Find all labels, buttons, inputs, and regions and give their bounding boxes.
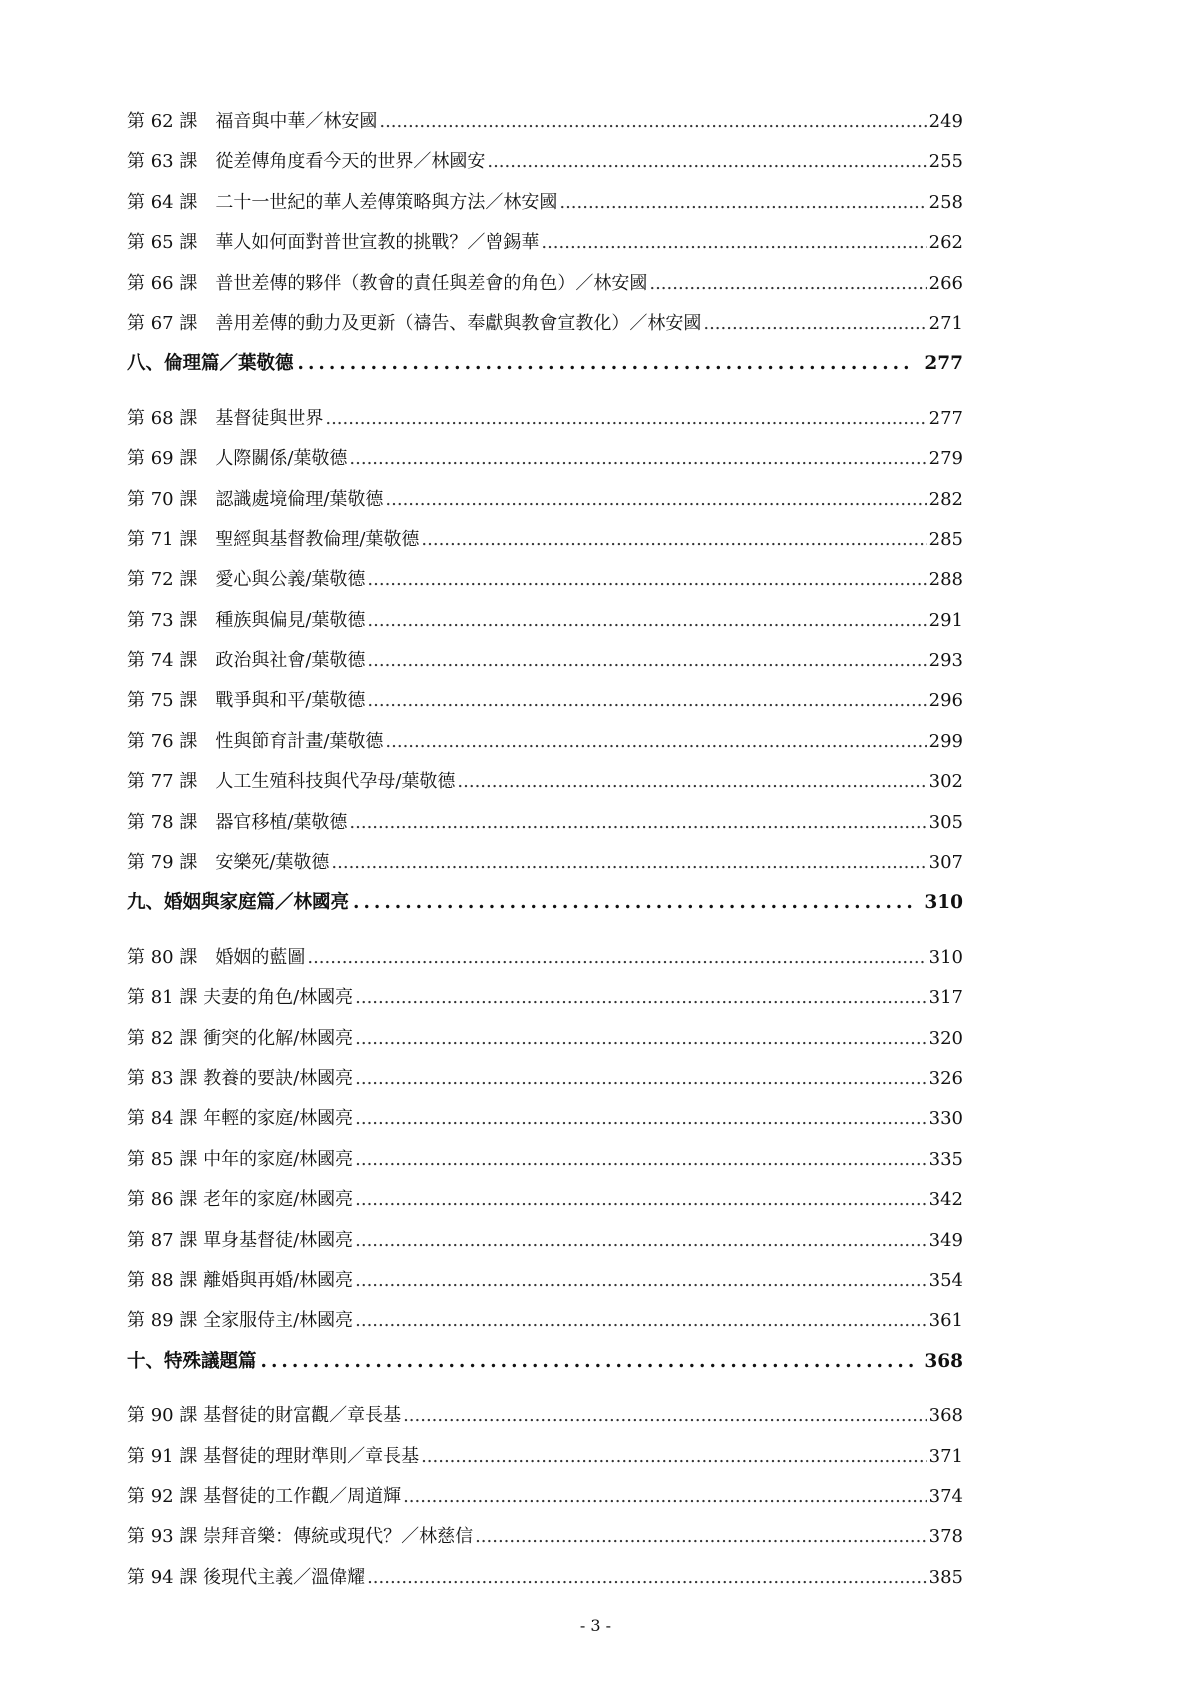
entry-title: 第 76 課 性與節育計畫/葉敬德	[127, 730, 384, 752]
dot-leader	[298, 353, 915, 374]
toc-entry	[127, 147, 963, 187]
toc-entry	[127, 107, 963, 147]
toc-entry	[127, 686, 963, 726]
entry-title: 第 78 課 器官移植/葉敬德	[127, 811, 348, 833]
toc-entry	[127, 646, 963, 686]
entry-title: 第 77 課 人工生殖科技與代孕母/葉敬德	[127, 771, 456, 793]
toc-entry	[127, 1104, 963, 1144]
page-ref: 317	[928, 987, 963, 1009]
section-title: 八、倫理篇／葉敬德	[127, 353, 294, 375]
toc-entry	[127, 404, 963, 444]
entry-title: 第 74 課 政治與社會/葉敬德	[127, 650, 366, 672]
dot-leader	[355, 1149, 927, 1170]
dot-leader	[355, 1028, 927, 1049]
page-ref: 258	[928, 191, 963, 213]
page-ref: 277	[928, 407, 963, 429]
page-ref: 282	[928, 488, 963, 510]
toc-entry	[127, 188, 963, 228]
dot-leader	[355, 1230, 927, 1251]
dot-leader	[325, 408, 926, 429]
dot-leader	[355, 1189, 927, 1210]
dot-leader	[355, 1068, 927, 1089]
entry-title: 第 90 課 基督徒的財富觀／章長基	[127, 1405, 402, 1427]
dot-leader	[367, 1567, 927, 1588]
dot-leader	[367, 569, 926, 590]
dot-leader	[649, 273, 926, 294]
entry-title: 第 92 課 基督徒的工作觀／周道輝	[127, 1485, 402, 1507]
toc-entry	[127, 1563, 963, 1603]
page-ref: 307	[928, 852, 963, 874]
entry-title: 第 67 課 善用差傳的動力及更新（禱告、奉獻與教會宣教化）／林安國	[127, 312, 702, 334]
dot-leader	[403, 1486, 927, 1507]
page-ref: 277	[924, 353, 963, 375]
page-ref: 288	[928, 569, 963, 591]
dot-leader	[475, 1526, 927, 1547]
dot-leader	[403, 1405, 927, 1426]
section-gap	[127, 1387, 963, 1401]
entry-title: 第 91 課 基督徒的理財準則／章長基	[127, 1445, 420, 1467]
entry-title: 第 87 課 單身基督徒/林國亮	[127, 1229, 354, 1251]
entry-title: 第 81 課 夫妻的角色/林國亮	[127, 987, 354, 1009]
section-gap	[127, 929, 963, 943]
dot-leader	[421, 1446, 927, 1467]
page-ref: 374	[928, 1485, 963, 1507]
page-ref: 354	[928, 1269, 963, 1291]
entry-title: 第 69 課 人際關係/葉敬德	[127, 448, 348, 470]
entry-title: 第 73 課 種族與偏見/葉敬德	[127, 609, 366, 631]
toc-entry	[127, 485, 963, 525]
section-title: 九、婚姻與家庭篇／林國亮	[127, 892, 350, 914]
toc-section-heading	[127, 349, 963, 389]
dot-leader	[421, 529, 926, 550]
page-ref: 299	[928, 730, 963, 752]
entry-title: 第 68 課 基督徒與世界	[127, 407, 324, 429]
page-ref: 326	[928, 1067, 963, 1089]
toc-entry	[127, 309, 963, 349]
page-ref: 305	[928, 811, 963, 833]
toc-entry	[127, 1522, 963, 1562]
dot-leader	[385, 731, 926, 752]
page-ref: 342	[928, 1189, 963, 1211]
entry-title: 第 65 課 華人如何面對普世宣教的挑戰？／曾錫華	[127, 232, 540, 254]
page-ref: 266	[928, 272, 963, 294]
page-ref: 262	[928, 232, 963, 254]
entry-title: 第 83 課 教養的要訣/林國亮	[127, 1067, 354, 1089]
dot-leader	[367, 610, 926, 631]
page-ref: 371	[928, 1445, 963, 1467]
toc-entry	[127, 228, 963, 268]
page-ref: 368	[928, 1405, 963, 1427]
entry-title: 第 63 課 從差傳角度看今天的世界／林國安	[127, 151, 486, 173]
entry-title: 第 93 課 崇拜音樂：傳統或現代？／林慈信	[127, 1526, 474, 1548]
dot-leader	[355, 1270, 927, 1291]
dot-leader	[355, 1108, 927, 1129]
entry-title: 第 70 課 認識處境倫理/葉敬德	[127, 488, 384, 510]
dot-leader	[367, 650, 926, 671]
entry-title: 第 86 課 老年的家庭/林國亮	[127, 1189, 354, 1211]
entry-title: 第 94 課 後現代主義／溫偉耀	[127, 1566, 366, 1588]
page-ref: 302	[928, 771, 963, 793]
entry-title: 第 79 課 安樂死/葉敬德	[127, 852, 330, 874]
page-ref: 349	[928, 1229, 963, 1251]
dot-leader	[355, 987, 927, 1008]
dot-leader	[703, 313, 926, 334]
toc-entry	[127, 565, 963, 605]
toc-entry	[127, 1064, 963, 1104]
dot-leader	[541, 232, 926, 253]
dot-leader	[385, 489, 926, 510]
entry-title: 第 71 課 聖經與基督教倫理/葉敬德	[127, 528, 420, 550]
entry-title: 第 88 課 離婚與再婚/林國亮	[127, 1269, 354, 1291]
toc-entry	[127, 983, 963, 1023]
toc-entry	[127, 1145, 963, 1185]
page-ref: 293	[928, 650, 963, 672]
dot-leader	[331, 852, 926, 873]
dot-leader	[559, 192, 926, 213]
page-ref: 368	[924, 1350, 963, 1372]
entry-title: 第 72 課 愛心與公義/葉敬德	[127, 569, 366, 591]
toc-entry	[127, 525, 963, 565]
dot-leader	[349, 448, 926, 469]
entry-title: 第 82 課 衝突的化解/林國亮	[127, 1027, 354, 1049]
entry-title: 第 84 課 年輕的家庭/林國亮	[127, 1108, 354, 1130]
entry-title: 第 75 課 戰爭與和平/葉敬德	[127, 690, 366, 712]
page-ref: 271	[928, 312, 963, 334]
toc-entry	[127, 444, 963, 484]
page-ref: 310	[928, 946, 963, 968]
page-ref: 385	[928, 1566, 963, 1588]
toc-entry	[127, 808, 963, 848]
toc-entry	[127, 1306, 963, 1346]
dot-leader	[367, 690, 926, 711]
page-ref: 285	[928, 528, 963, 550]
dot-leader	[457, 771, 926, 792]
page-ref: 378	[928, 1526, 963, 1548]
entry-title: 第 64 課 二十一世紀的華人差傳策略與方法／林安國	[127, 191, 558, 213]
dot-leader	[349, 812, 926, 833]
page-ref: 279	[928, 448, 963, 470]
dot-leader	[261, 1351, 915, 1372]
page-ref: 291	[928, 609, 963, 631]
page-ref: 255	[928, 151, 963, 173]
toc-entry	[127, 1024, 963, 1064]
dot-leader	[487, 151, 926, 172]
page-ref: 361	[928, 1310, 963, 1332]
toc-entry	[127, 606, 963, 646]
dot-leader	[379, 111, 926, 132]
section-gap	[127, 390, 963, 404]
toc-entry	[127, 848, 963, 888]
page-ref: 335	[928, 1148, 963, 1170]
toc-entry	[127, 1266, 963, 1306]
toc-entry	[127, 1442, 963, 1482]
entry-title: 第 80 課 婚姻的藍圖	[127, 946, 306, 968]
page-ref: 320	[928, 1027, 963, 1049]
page-number: - 3 -	[579, 1616, 612, 1635]
toc-entry	[127, 269, 963, 309]
toc-entry	[127, 727, 963, 767]
toc-section-heading	[127, 1347, 963, 1387]
table-of-contents	[127, 107, 963, 1603]
page-ref: 310	[924, 892, 963, 914]
toc-entry	[127, 1482, 963, 1522]
entry-title: 第 85 課 中年的家庭/林國亮	[127, 1148, 354, 1170]
page-ref: 249	[928, 111, 963, 132]
toc-section-heading	[127, 888, 963, 928]
toc-entry	[127, 943, 963, 983]
toc-entry	[127, 1226, 963, 1266]
dot-leader	[355, 1310, 927, 1331]
page-ref: 330	[928, 1108, 963, 1130]
entry-title: 第 89 課 全家服侍主/林國亮	[127, 1310, 354, 1332]
entry-title: 第 62 課 福音與中華／林安國	[127, 111, 378, 132]
section-title: 十、特殊議題篇	[127, 1350, 257, 1372]
dot-leader	[307, 947, 926, 968]
entry-title: 第 66 課 普世差傳的夥伴（教會的責任與差會的角色）／林安國	[127, 272, 648, 294]
dot-leader	[353, 892, 914, 913]
toc-entry	[127, 1185, 963, 1225]
toc-entry	[127, 1401, 963, 1441]
toc-entry	[127, 767, 963, 807]
page-ref: 296	[928, 690, 963, 712]
